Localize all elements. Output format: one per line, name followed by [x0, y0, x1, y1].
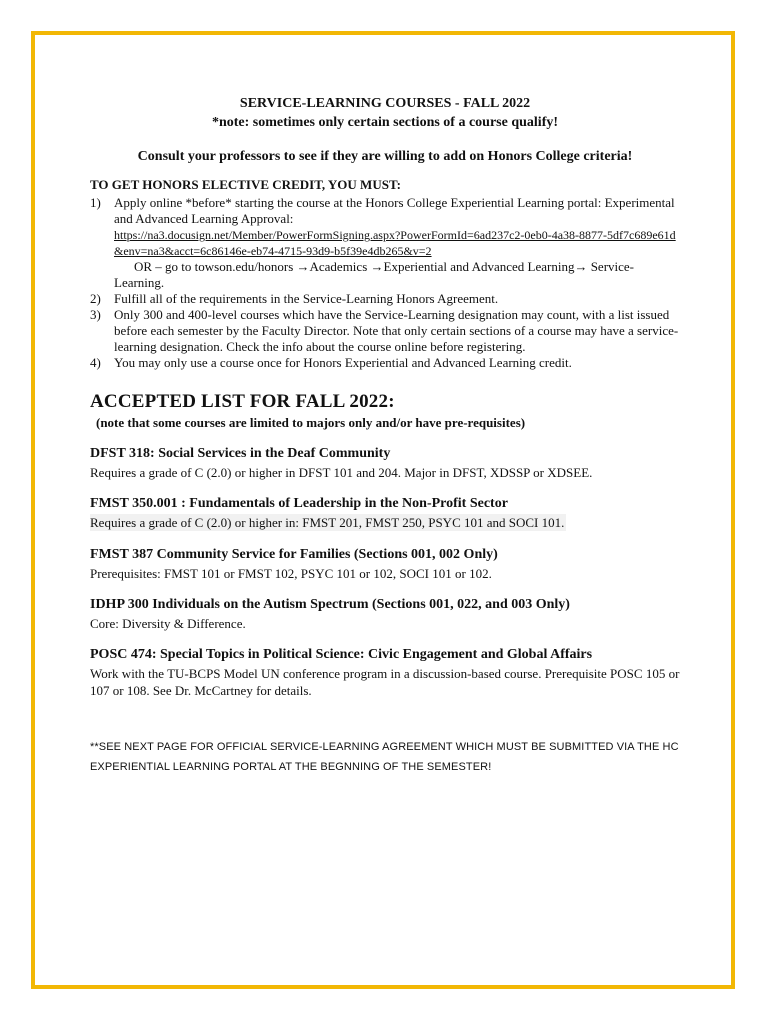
document-title: SERVICE-LEARNING COURSES - FALL 2022	[239, 96, 531, 111]
course-item	[90, 647, 680, 699]
course-desc: Prerequisites: FMST 101 or FMST 102, PSYC 101 or 102, SOCI 101 or 102.	[90, 566, 492, 581]
list-item	[90, 291, 680, 307]
course-desc: Requires a grade of C (2.0) or higher in: FMST 201, FMST 250, PSYC 101 and SOCI 101.	[90, 515, 565, 530]
requirements-list	[90, 195, 680, 371]
course-title: DFST 318: Social Services in the Deaf Community	[90, 446, 391, 461]
course-title: IDHP 300 Individuals on the Autism Spectrum (Sections 001, 022, and 003 Only)	[90, 597, 570, 612]
step-number: 3)	[90, 307, 101, 322]
document-subtitle-note: *note: sometimes only certain sections of a course qualify!	[211, 115, 559, 130]
step-number: 4)	[90, 355, 101, 370]
course-title: FMST 350.001 : Fundamentals of Leadership in the Non-Profit Sector	[90, 496, 508, 511]
course-desc: Requires a grade of C (2.0) or higher in DFST 101 and 204. Major in DFST, XDSSP or XDSEE.	[90, 465, 593, 480]
requirements-heading: TO GET HONORS ELECTIVE CREDIT, YOU MUST:	[90, 177, 401, 192]
step-number: 1)	[90, 195, 101, 210]
course-item	[90, 446, 680, 481]
step-alt-text: OR – go to towson.edu/honors →Academics →Experiential and Advanced Learning→ Service-Learning.	[114, 259, 635, 290]
course-desc: Core: Diversity & Difference.	[90, 616, 246, 631]
step-text: Apply online *before* starting the course at the Honors College Experiential Learning portal: Experimental and Advanced Learning Approval:	[114, 195, 675, 226]
step-text: Only 300 and 400-level courses which have the Service-Learning designation may count, with a list issued before each semester by the Faculty Director. Note that only certain sections of a course may have a service-learning designation. Check the info about the course online before registering.	[114, 307, 679, 354]
footer-note: **SEE NEXT PAGE FOR OFFICIAL SERVICE-LEARNING AGREEMENT WHICH MUST BE SUBMITTED VIA THE HC EXPERIENTIAL LEARNING PORTAL AT THE BEGNNING OF THE SEMESTER!	[90, 741, 679, 773]
course-title: POSC 474: Special Topics in Political Science: Civic Engagement and Global Affairs	[90, 647, 593, 662]
course-desc: Work with the TU-BCPS Model UN conference program in a discussion-based course. Prerequisite POSC 105 or 107 or 108. See Dr. McCartney for details.	[90, 666, 680, 698]
consult-note: Consult your professors to see if they are willing to add on Honors College criteria!	[137, 149, 633, 164]
document-body	[90, 94, 680, 777]
list-item	[90, 355, 680, 371]
step-number: 2)	[90, 291, 101, 306]
course-item	[90, 547, 680, 582]
step-text: You may only use a course once for Honors Experiential and Advanced Learning credit.	[114, 355, 572, 370]
accepted-note: (note that some courses are limited to majors only and/or have pre-requisites)	[96, 415, 526, 430]
list-item	[90, 195, 680, 291]
step-text: Fulfill all of the requirements in the Service-Learning Honors Agreement.	[114, 291, 499, 306]
course-item	[90, 496, 680, 532]
accepted-heading: ACCEPTED LIST FOR FALL 2022:	[90, 391, 395, 412]
course-item	[90, 597, 680, 632]
list-item	[90, 307, 680, 355]
course-title: FMST 387 Community Service for Families (Sections 001, 002 Only)	[90, 547, 498, 562]
docusign-link[interactable]: https://na3.docusign.net/Member/PowerFormSigning.aspx?PowerFormId=6ad237c2-0eb0-4a38-8877-5df7c689e61d&env=na3&acct=6c86146e-eb74-4715-93d9-b5f39e4db265&v=2	[114, 228, 676, 258]
